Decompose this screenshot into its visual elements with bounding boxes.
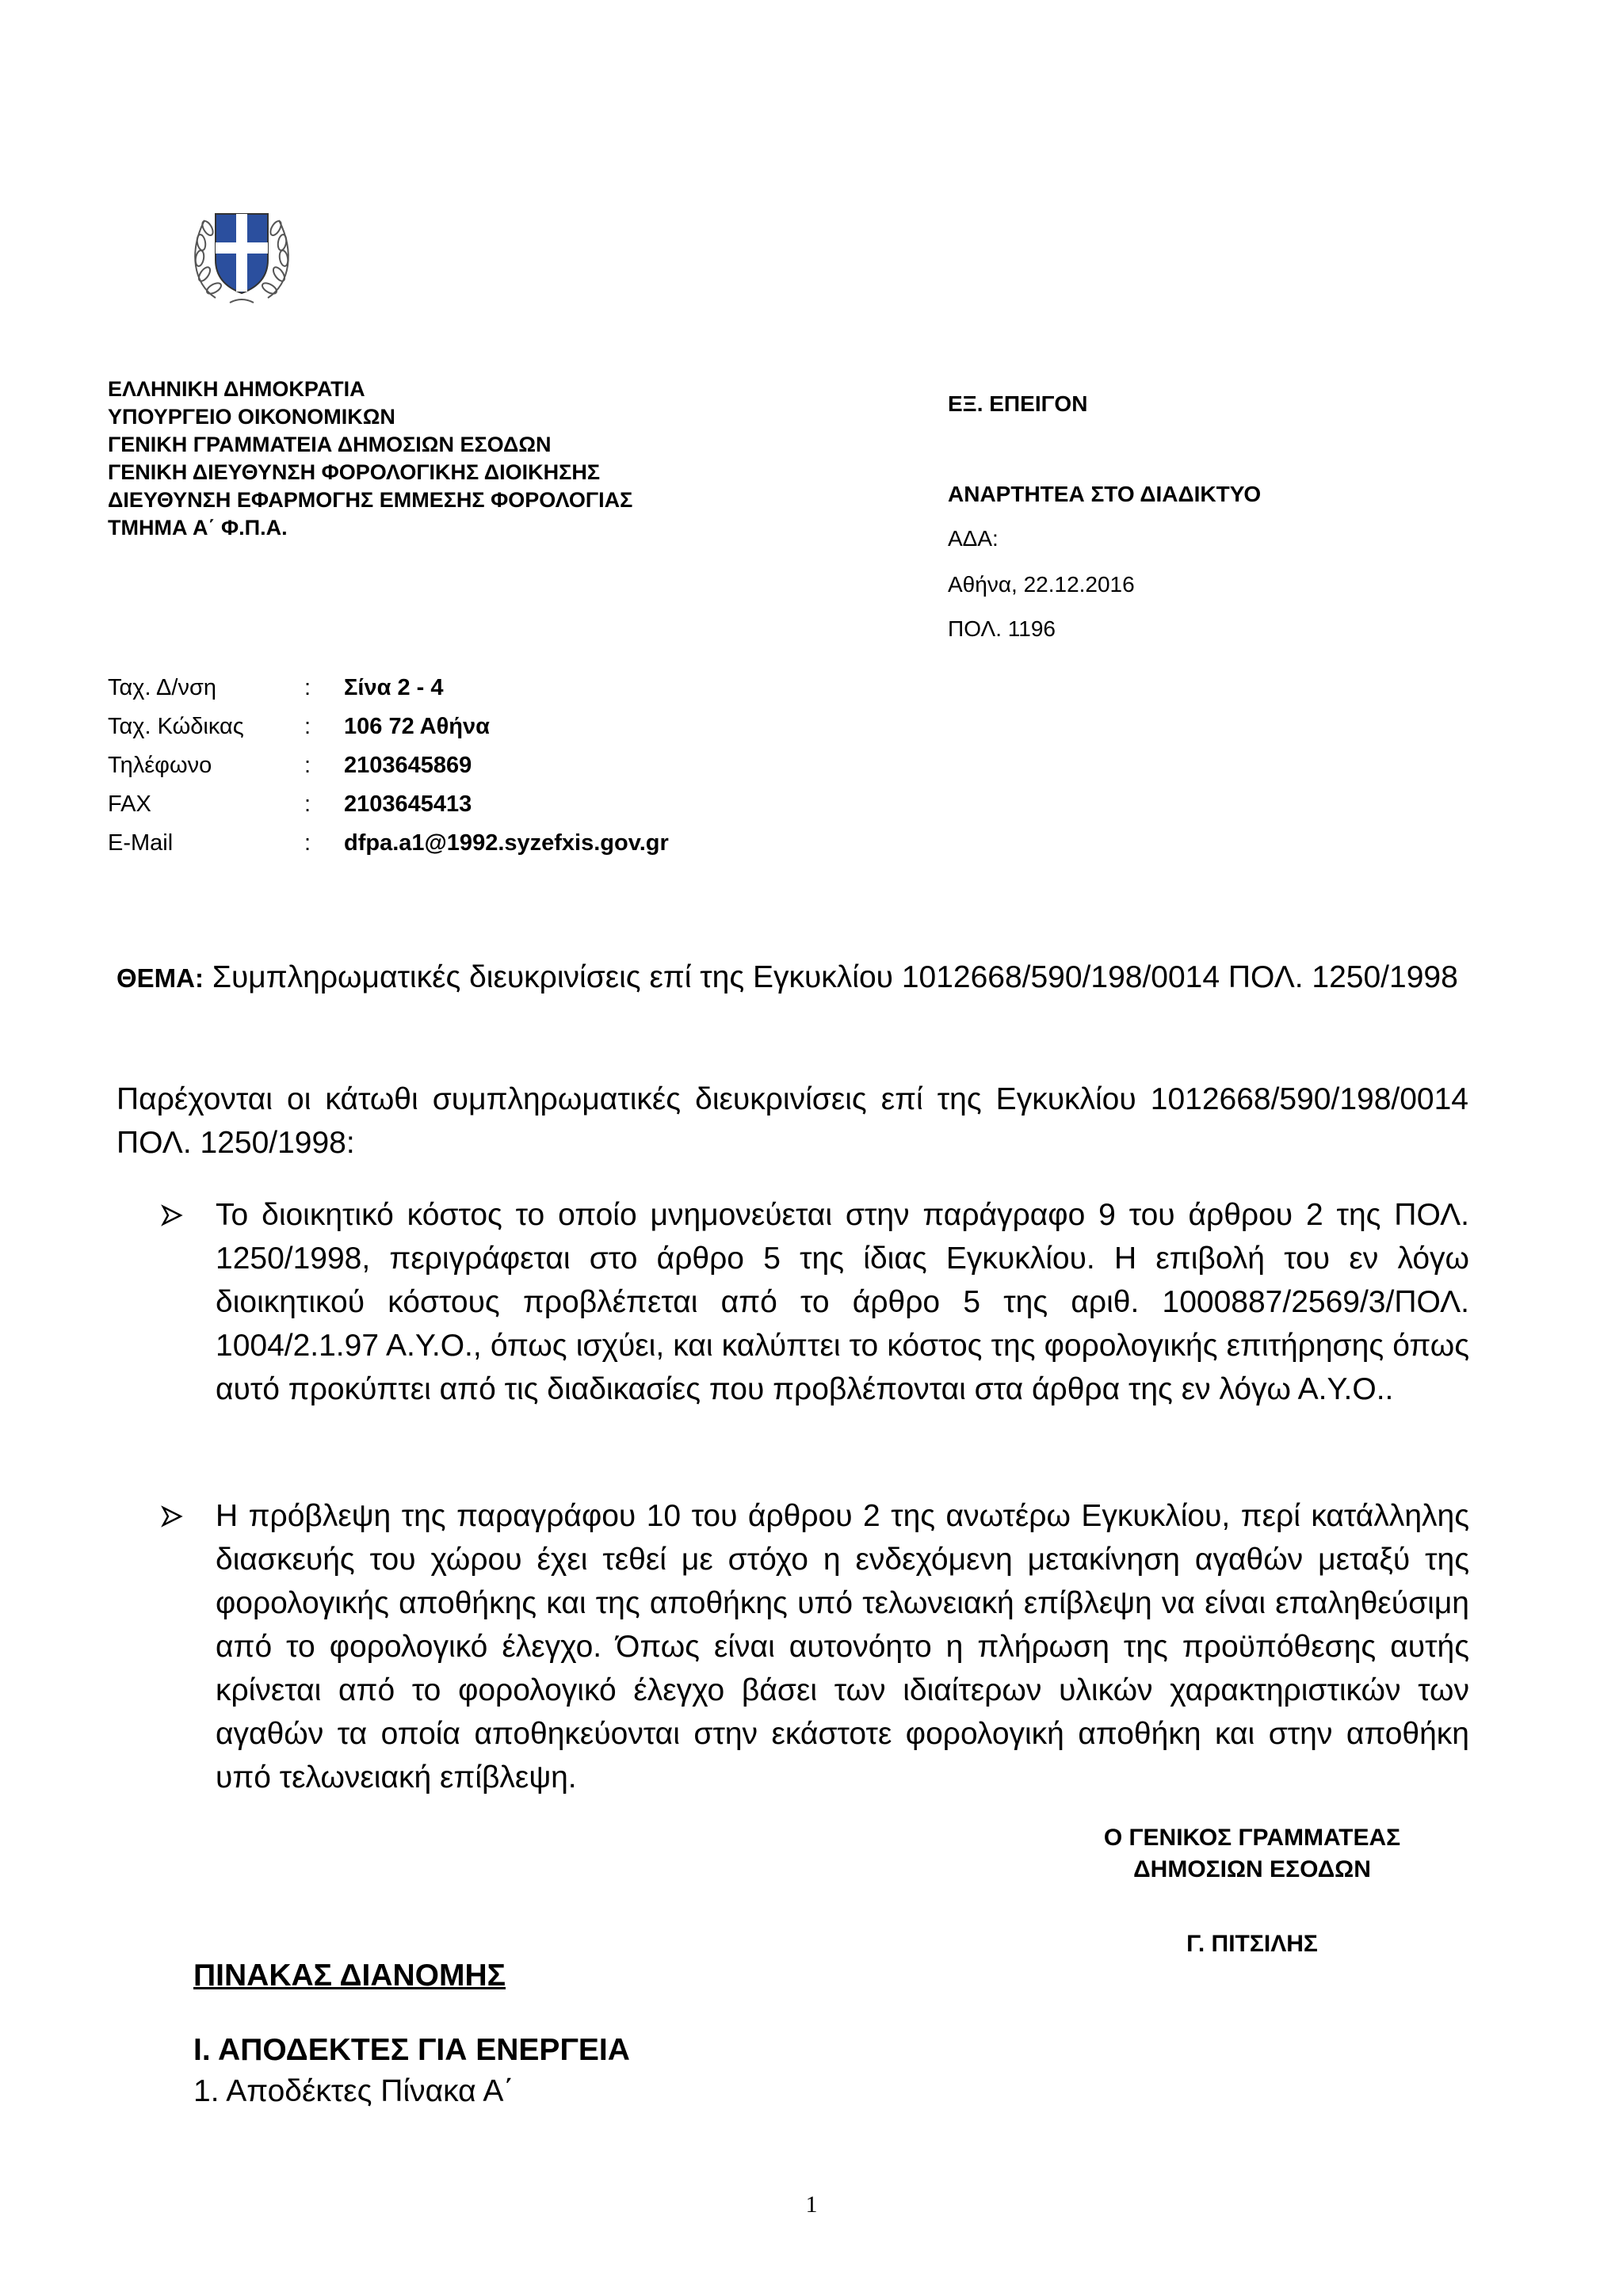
authority-line: ΤΜΗΜΑ Α΄ Φ.Π.Α.	[108, 516, 288, 540]
subject-text: Συμπληρωματικές διευκρινίσεις επί της Εγκυκλίου 1012668/590/198/0014 ΠΟΛ. 1250/1998	[212, 960, 1458, 994]
bullet-paragraph: Το διοικητικό κόστος το οποίο μνημονεύεται στην παράγραφο 9 του άρθρου 2 της ΠΟΛ. 1250/1998, περιγράφεται στο άρθρο 5 της ίδιας Εγκυκλίου. Η επιβολή του εν λόγω διοικητικού κόστους προβλέπεται από το άρθρο 5 της αριθ. 1000887/2569/3/ΠΟΛ. 1004/2.1.97 Α.Υ.Ο., όπως ισχύει, και καλύπτει το κόστος της φορολογικής επιτήρησης όπως αυτό προκύπτει από τις διαδικασίες που προβλέπονται στα άρθρα της εν λόγω Α.Υ.Ο..	[216, 1198, 1469, 1406]
subject-label: ΘΕΜΑ:	[116, 963, 204, 993]
contact-value: Σίνα 2 - 4	[344, 675, 444, 700]
authority-line: ΓΕΝΙΚΗ ΓΡΑΜΜΑΤΕΙΑ ΔΗΜΟΣΙΩΝ ΕΣΟΔΩΝ	[108, 433, 552, 456]
contact-value: 2103645413	[344, 791, 472, 817]
contact-label: E-Mail	[108, 830, 174, 856]
contact-separator: :	[304, 791, 311, 817]
bullet-paragraph: Η πρόβλεψη της παραγράφου 10 του άρθρου 2 της ανωτέρω Εγκυκλίου, περί κατάλληλης διασκευής του χώρου έχει τεθεί με στόχο η ενδεχόμενη μετακίνηση αγαθών μεταξύ της φορολογικής αποθήκης και της αποθήκης υπό τελωνειακή επίβλεψη να είναι επαληθεύσιμη από το φορολογικό έλεγχο. Όπως είναι αυτονόητο η πλήρωση της προϋπόθεσης αυτής κρίνεται από το φορολογικό έλεγχο βάσει των ιδιαίτερων υλικών χαρακτηριστικών των αγαθών τα οποία αποθηκεύονται στην εκάστοτε φορολογική αποθήκη και στην αποθήκη υπό τελωνειακή επίβλεψη.	[216, 1499, 1469, 1794]
contact-value: 2103645869	[344, 753, 472, 778]
publish-note: ΑΝΑΡΤΗΤΕΑ ΣΤΟ ΔΙΑΔΙΚΤΥΟ	[948, 482, 1262, 506]
arrow-bullet-icon	[161, 1505, 183, 1527]
place-date: Αθήνα, 22.12.2016	[948, 572, 1135, 597]
contact-label: Τηλέφωνο	[108, 753, 212, 778]
contact-value: dfpa.a1@1992.syzefxis.gov.gr	[344, 830, 669, 856]
issuing-authority-block	[108, 376, 837, 542]
signature-block	[1030, 1822, 1474, 1960]
page-number: 1	[805, 2191, 818, 2218]
contact-label: Ταχ. Δ/νση	[108, 675, 216, 700]
authority-line: ΓΕΝΙΚΗ ΔΙΕΥΘΥΝΣΗ ΦΟΡΟΛΟΓΙΚΗΣ ΔΙΟΙΚΗΣΗΣ	[108, 460, 601, 484]
arrow-bullet-icon	[161, 1204, 183, 1226]
signatory-title: Ο ΓΕΝΙΚΟΣ ΓΡΑΜΜΑΤΕΑΣ	[1103, 1825, 1401, 1851]
authority-line: ΥΠΟΥΡΓΕΙΟ ΟΙΚΟΝΟΜΙΚΩΝ	[108, 405, 395, 429]
contact-separator: :	[304, 753, 311, 778]
contact-value: 106 72 Αθήνα	[344, 714, 490, 739]
distribution-section-title: Ι. ΑΠΟΔΕΚΤΕΣ ΓΙΑ ΕΝΕΡΓΕΙΑ	[193, 2033, 630, 2067]
authority-line: ΕΛΛΗΝΙΚΗ ΔΗΜΟΚΡΑΤΙΑ	[108, 377, 365, 401]
signatory-name: Γ. ΠΙΤΣΙΛΗΣ	[1186, 1931, 1318, 1957]
signatory-title: ΔΗΜΟΣΙΩΝ ΕΣΟΔΩΝ	[1133, 1856, 1371, 1882]
urgency-label: ΕΞ. ΕΠΕΙΓΟΝ	[948, 391, 1088, 416]
contact-label: FAX	[108, 791, 151, 817]
authority-line: ΔΙΕΥΘΥΝΣΗ ΕΦΑΡΜΟΓΗΣ ΕΜΜΕΣΗΣ ΦΟΡΟΛΟΓΙΑΣ	[108, 488, 633, 512]
greek-coat-of-arms-emblem	[184, 196, 300, 311]
distribution-title: ΠΙΝΑΚΑΣ ΔΙΑΝΟΜΗΣ	[193, 1958, 506, 1993]
contact-label: Ταχ. Κώδικας	[108, 714, 244, 739]
ada-label: ΑΔΑ:	[948, 526, 999, 551]
contact-separator: :	[304, 714, 311, 739]
subject-paragraph	[116, 955, 1468, 1000]
contact-separator: :	[304, 830, 311, 856]
intro-paragraph: Παρέχονται οι κάτωθι συμπληρωματικές διευκρινίσεις επί της Εγκυκλίου 1012668/590/198/0014 ΠΟΛ. 1250/1998:	[116, 1082, 1468, 1160]
contact-separator: :	[304, 675, 311, 700]
distribution-item: 1. Αποδέκτες Πίνακα Α΄	[193, 2074, 514, 2108]
reference-number: ΠΟΛ. 1196	[948, 616, 1056, 641]
